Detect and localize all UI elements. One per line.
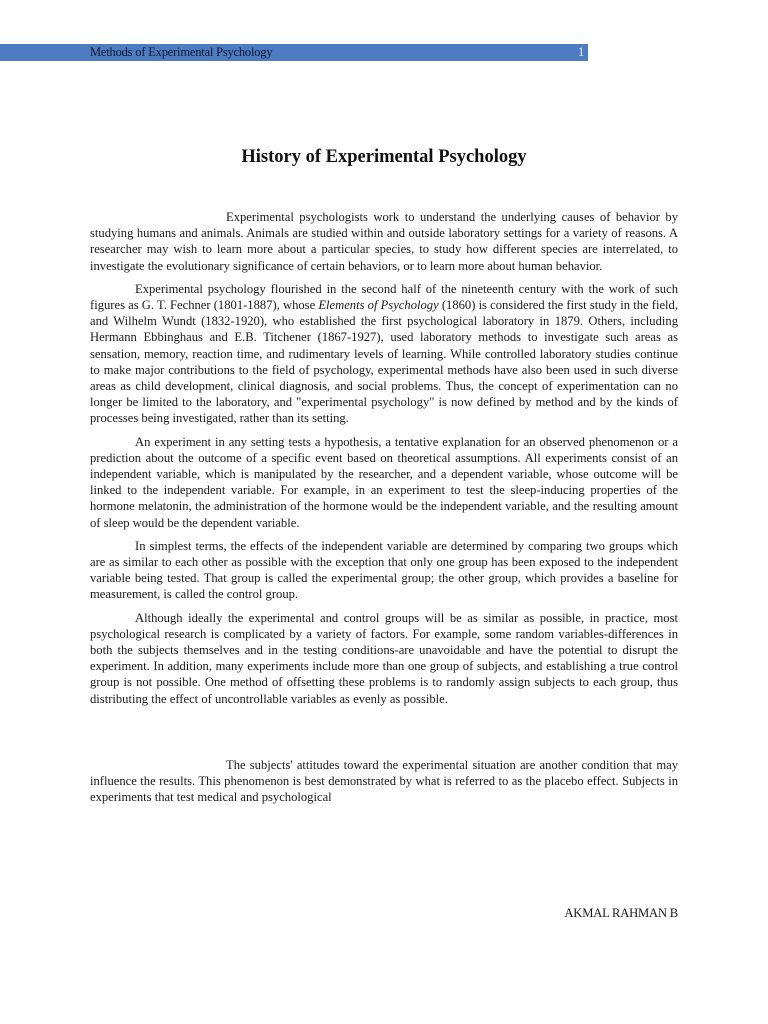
paragraph-intro: Experimental psychologists work to understand the underlying causes of behavior by studying humans and animals. Animals are studied within and outside laboratory settings for a variety of reasons. A researcher may wish to learn more about a particular species, to study how different species are interrelated, to investigate the evolutionary significance of certain behaviors, or to learn more about human behavior. — [90, 210, 678, 273]
footer-author: AKMAL RAHMAN B — [564, 906, 678, 920]
paragraph-groups: In simplest terms, the effects of the independent variable are determined by comparing two groups which are as similar to each other as possible with the exception that only one group has been exposed to the independent variable being tested. That group is called the experimental group; the other group, which provides a baseline for measurement, is called the control group. — [90, 538, 678, 602]
paragraph-hypothesis: An experiment in any setting tests a hypothesis, a tentative explanation for an observed phenomenon or a prediction about the outcome of a specific event based on theoretical assumptions. All experiments consist of an independent variable, which is manipulated by the researcher, and a dependent variable, whose outcome will be linked to the independent variable. For example, in an experiment to test the sleep-inducing properties of the hormone melatonin, the administration of the hormone would be the independent variable, and the resulting amount of sleep would be the dependent variable. — [90, 434, 678, 530]
page-number: 1 — [578, 45, 585, 59]
paragraph-history-text-1: Experimental psychology flourished in the second half of the nineteenth century with the work of such figures as G. T. Fechner (1801-1887), whose — [90, 281, 678, 313]
paragraph-placebo: The subjects' attitudes toward the experimental situation are another condition that may influence the results. This phenomenon is best demonstrated by what is referred to as the placebo effect. Subjects in experiments that test medical and psychological — [90, 757, 678, 805]
book-title-italic: Elements of Psychology — [318, 298, 439, 313]
paragraph-variables: Although ideally the experimental and control groups will be as similar as possible, in practice, most psychological research is complicated by a variety of factors. For example, some random variables-differences in both the subjects themselves and in the testing conditions-are unavoidable and have the potential to disrupt the experiment. In addition, many experiments include more than one group of subjects, and establishing a true control group is not possible. One method of offsetting these problems is to randomly assign subjects to each group, thus distributing the effect of uncontrollable variables as evenly as possible. — [90, 610, 678, 706]
running-header-title: Methods of Experimental Psychology — [90, 45, 273, 59]
document-body — [90, 209, 678, 813]
document-title: History of Experimental Psychology — [241, 147, 527, 167]
header-band — [0, 44, 588, 61]
paragraph-history-text-2: (1860) is considered the first study in the field, and Wilhelm Wundt (1832-1920), who established the first psychological laboratory in 1879. Others, including Hermann Ebbinghaus and E.B. Titchener (1867-1927), used laboratory methods to investigate such areas as sensation, memory, reaction time, and rudimentary levels of learning. While controlled laboratory studies continue to make major contributions to the field of psychology, experimental methods have also been used in such diverse areas as child development, clinical diagnosis, and social problems. Thus, the concept of experimentation can no longer be limited to the laboratory, and "experimental psychology" is now defined by method and by the kinds of processes being investigated, rather than its setting. — [90, 298, 678, 426]
paragraph-history — [90, 281, 678, 427]
